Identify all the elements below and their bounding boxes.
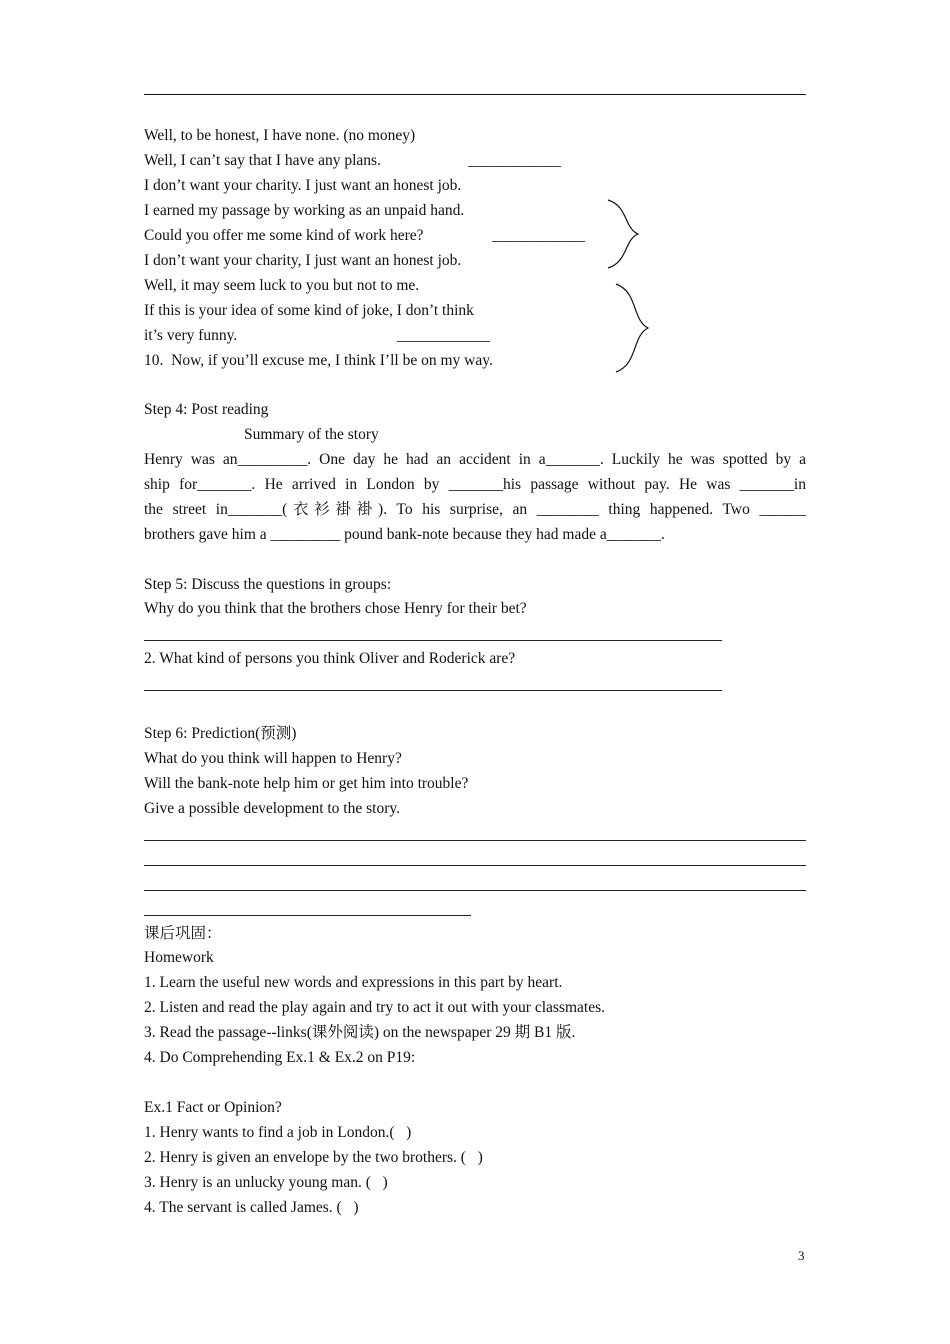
summary-line: Henry was an_________. One day he had an accident in a_______. Luckily he was spotted by a xyxy=(144,451,806,468)
answer-line xyxy=(144,890,806,891)
quote-line: I earned my passage by working as an unpaid hand. xyxy=(144,202,465,219)
answer-blank: ____________ xyxy=(468,152,561,169)
summary-line: brothers gave him a _________ pound bank-note because they had made a_______. xyxy=(144,526,665,543)
exercise-item: 4. The servant is called James. ( ) xyxy=(144,1199,359,1216)
quote-line: Could you offer me some kind of work here? xyxy=(144,227,424,244)
top-rule xyxy=(144,94,806,95)
discussion-question: Why do you think that the brothers chose Henry for their bet? xyxy=(144,600,527,617)
quote-line: Well, I can’t say that I have any plans. xyxy=(144,152,381,169)
prediction-question: Will the bank-note help him or get him into trouble? xyxy=(144,775,469,792)
step5-heading: Step 5: Discuss the questions in groups: xyxy=(144,576,392,593)
answer-line xyxy=(144,915,471,916)
homework-cn-heading: 课后巩固： xyxy=(144,925,222,942)
homework-item: 1. Learn the useful new words and expressions in this part by heart. xyxy=(144,974,563,991)
exercise-heading: Ex.1 Fact or Opinion? xyxy=(144,1099,282,1116)
homework-heading: Homework xyxy=(144,949,214,966)
answer-blank: ____________ xyxy=(397,327,490,344)
quote-line: Well, it may seem luck to you but not to me. xyxy=(144,277,420,294)
quote-line: it’s very funny. xyxy=(144,327,238,344)
right-brace-icon xyxy=(608,282,660,374)
prediction-instruction: Give a possible development to the story. xyxy=(144,800,400,817)
quote-line: If this is your idea of some kind of joke, I don’t think xyxy=(144,302,474,319)
homework-item: 2. Listen and read the play again and try to act it out with your classmates. xyxy=(144,999,605,1016)
answer-line xyxy=(144,640,722,641)
exercise-item: 1. Henry wants to find a job in London.( ) xyxy=(144,1124,412,1141)
homework-item: 3. Read the passage--links(课外阅读) on the newspaper 29 期 B1 版. xyxy=(144,1024,576,1041)
prediction-question: What do you think will happen to Henry? xyxy=(144,750,402,767)
answer-line xyxy=(144,840,806,841)
quote-line: 10. Now, if you’ll excuse me, I think I’ll be on my way. xyxy=(144,352,493,369)
step4-heading: Step 4: Post reading xyxy=(144,401,269,418)
homework-item: 4. Do Comprehending Ex.1 & Ex.2 on P19: xyxy=(144,1049,416,1066)
page-number: 3 xyxy=(798,1248,805,1263)
discussion-question: 2. What kind of persons you think Oliver and Roderick are? xyxy=(144,650,516,667)
quote-line: I don’t want your charity. I just want an honest job. xyxy=(144,177,462,194)
summary-line: ship for_______. He arrived in London by _______his passage without pay. He was _______in xyxy=(144,476,806,493)
summary-line: the street in_______(衣衫褂褂). To his surprise, an ________ thing happened. Two ______ xyxy=(144,501,806,518)
exercise-item: 2. Henry is given an envelope by the two brothers. ( ) xyxy=(144,1149,483,1166)
summary-title: Summary of the story xyxy=(244,426,379,443)
step6-heading: Step 6: Prediction(预测) xyxy=(144,725,297,742)
answer-blank: ____________ xyxy=(492,227,585,244)
exercise-item: 3. Henry is an unlucky young man. ( ) xyxy=(144,1174,388,1191)
quote-line: Well, to be honest, I have none. (no money) xyxy=(144,127,416,144)
quote-line: I don’t want your charity, I just want an honest job. xyxy=(144,252,462,269)
answer-line xyxy=(144,690,722,691)
right-brace-icon xyxy=(600,198,650,270)
answer-line xyxy=(144,865,806,866)
